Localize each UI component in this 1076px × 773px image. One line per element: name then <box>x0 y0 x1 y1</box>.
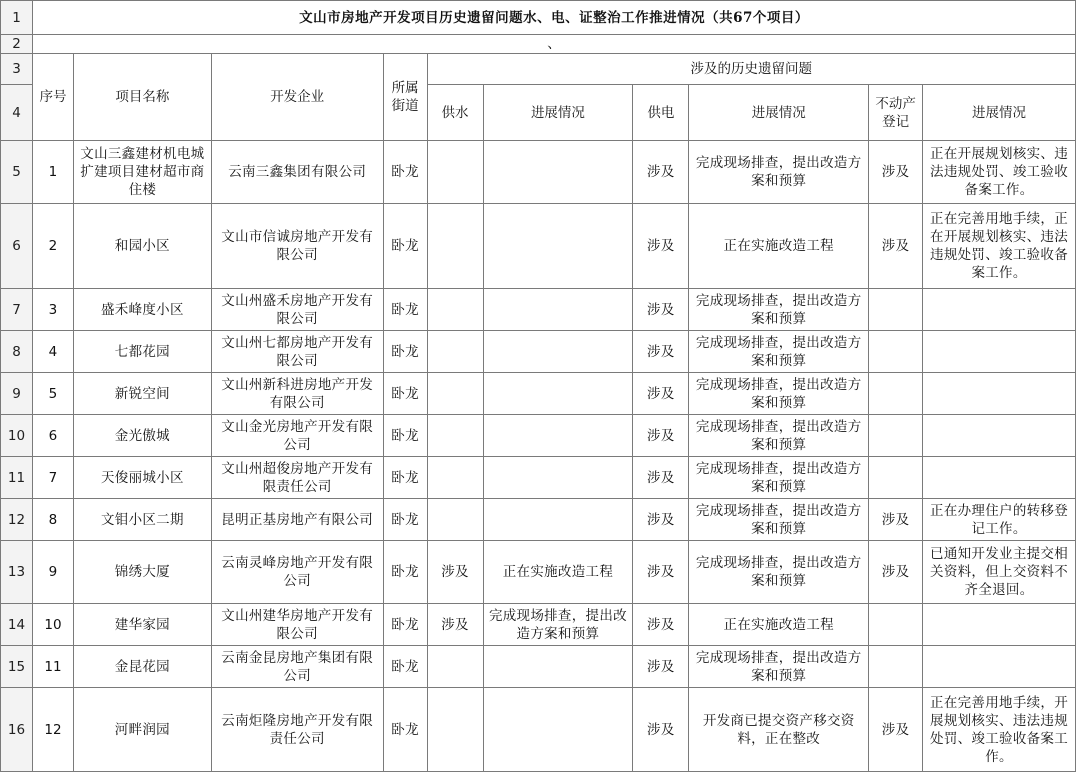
cell-project[interactable]: 文钼小区二期 <box>73 499 211 541</box>
cell-power-progress[interactable]: 完成现场排查，提出改造方案和预算 <box>689 541 869 604</box>
cell-power-progress[interactable]: 完成现场排查，提出改造方案和预算 <box>689 141 869 204</box>
cell-estate[interactable] <box>869 646 923 688</box>
cell-seq[interactable]: 2 <box>32 204 73 289</box>
header-project[interactable]: 项目名称 <box>73 54 211 141</box>
cell-project[interactable]: 河畔润园 <box>73 688 211 772</box>
cell-water-progress[interactable] <box>483 331 633 373</box>
cell-estate[interactable] <box>869 373 923 415</box>
cell-seq[interactable]: 11 <box>32 646 73 688</box>
table-row <box>1 204 1076 289</box>
cell-project[interactable]: 和园小区 <box>73 204 211 289</box>
cell-power[interactable]: 涉及 <box>633 141 689 204</box>
cell-water-progress[interactable] <box>483 646 633 688</box>
sheet-row-3 <box>1 54 1076 85</box>
cell-water-progress[interactable]: 正在实施改造工程 <box>483 541 633 604</box>
cell-developer[interactable]: 文山州七都房地产开发有限公司 <box>211 331 383 373</box>
cell-estate[interactable]: 涉及 <box>869 688 923 772</box>
cell-power[interactable]: 涉及 <box>633 646 689 688</box>
table-row <box>1 604 1076 646</box>
cell-estate-progress[interactable] <box>923 604 1076 646</box>
cell-power-progress[interactable]: 完成现场排查，提出改造方案和预算 <box>689 646 869 688</box>
cell-developer[interactable]: 云南金昆房地产集团有限公司 <box>211 646 383 688</box>
cell-estate[interactable] <box>869 457 923 499</box>
cell-power[interactable]: 涉及 <box>633 415 689 457</box>
cell-seq[interactable]: 5 <box>32 373 73 415</box>
cell-water[interactable] <box>427 499 483 541</box>
cell-seq[interactable]: 3 <box>32 289 73 331</box>
cell-project[interactable]: 新锐空间 <box>73 373 211 415</box>
cell-seq[interactable]: 8 <box>32 499 73 541</box>
row-header[interactable]: 4 <box>1 85 33 141</box>
cell-estate-progress[interactable] <box>923 331 1076 373</box>
row-header[interactable]: 15 <box>1 646 33 688</box>
cell-developer[interactable]: 文山州建华房地产开发有限公司 <box>211 604 383 646</box>
cell-power[interactable]: 涉及 <box>633 541 689 604</box>
cell-water-progress[interactable] <box>483 204 633 289</box>
cell-water[interactable] <box>427 646 483 688</box>
cell-street[interactable]: 卧龙 <box>383 541 427 604</box>
row-header[interactable]: 6 <box>1 204 33 289</box>
header-developer[interactable]: 开发企业 <box>211 54 383 141</box>
cell-estate-progress[interactable]: 正在完善用地手续，正在开展规划核实、违法违规处罚、竣工验收备案工作。 <box>923 204 1076 289</box>
cell-water-progress[interactable] <box>483 415 633 457</box>
sheet-row-1 <box>1 1 1076 35</box>
cell-street[interactable]: 卧龙 <box>383 289 427 331</box>
cell-power-progress[interactable]: 完成现场排查，提出改造方案和预算 <box>689 331 869 373</box>
cell-water[interactable] <box>427 204 483 289</box>
cell-street[interactable]: 卧龙 <box>383 646 427 688</box>
cell-power-progress[interactable]: 开发商已提交资产移交资料，正在整改 <box>689 688 869 772</box>
row-header[interactable]: 11 <box>1 457 33 499</box>
cell-seq[interactable]: 12 <box>32 688 73 772</box>
cell-developer[interactable]: 文山市信诚房地产开发有限公司 <box>211 204 383 289</box>
cell-water[interactable] <box>427 688 483 772</box>
cell-estate[interactable]: 涉及 <box>869 204 923 289</box>
cell-water[interactable] <box>427 141 483 204</box>
cell-power-progress[interactable]: 完成现场排查，提出改造方案和预算 <box>689 415 869 457</box>
cell-estate-progress[interactable]: 已通知开发业主提交相关资料，但上交资料不齐全退回。 <box>923 541 1076 604</box>
cell-developer[interactable]: 云南三鑫集团有限公司 <box>211 141 383 204</box>
row-header[interactable]: 13 <box>1 541 33 604</box>
cell-power[interactable]: 涉及 <box>633 499 689 541</box>
row-header[interactable]: 5 <box>1 141 33 204</box>
cell-power-progress[interactable]: 完成现场排查，提出改造方案和预算 <box>689 289 869 331</box>
header-seq[interactable]: 序号 <box>32 54 73 141</box>
row-header[interactable]: 16 <box>1 688 33 772</box>
cell-water[interactable]: 涉及 <box>427 541 483 604</box>
table-row <box>1 499 1076 541</box>
cell-seq[interactable]: 6 <box>32 415 73 457</box>
header-power[interactable]: 供电 <box>633 85 689 141</box>
row-header[interactable]: 8 <box>1 331 33 373</box>
cell-project[interactable]: 建华家园 <box>73 604 211 646</box>
cell-estate[interactable]: 涉及 <box>869 141 923 204</box>
cell-seq[interactable]: 1 <box>32 141 73 204</box>
table-row <box>1 373 1076 415</box>
table-row <box>1 688 1076 772</box>
cell-estate[interactable]: 涉及 <box>869 541 923 604</box>
cell-water-progress[interactable] <box>483 499 633 541</box>
cell-power-progress[interactable]: 完成现场排查，提出改造方案和预算 <box>689 499 869 541</box>
cell-street[interactable]: 卧龙 <box>383 688 427 772</box>
cell-water-progress[interactable]: 完成现场排查，提出改造方案和预算 <box>483 604 633 646</box>
cell-power[interactable]: 涉及 <box>633 604 689 646</box>
cell-estate[interactable] <box>869 331 923 373</box>
table-row <box>1 289 1076 331</box>
cell-street[interactable]: 卧龙 <box>383 204 427 289</box>
header-power-progress[interactable]: 进展情况 <box>689 85 869 141</box>
cell-water[interactable] <box>427 373 483 415</box>
row-header[interactable]: 2 <box>1 35 33 54</box>
cell-estate-progress[interactable] <box>923 457 1076 499</box>
cell-street[interactable]: 卧龙 <box>383 499 427 541</box>
cell-street[interactable]: 卧龙 <box>383 373 427 415</box>
sheet-title[interactable]: 文山市房地产开发项目历史遗留问题水、电、证整治工作推进情况（共67个项目） <box>32 1 1075 35</box>
cell-power[interactable]: 涉及 <box>633 688 689 772</box>
cell-street[interactable]: 卧龙 <box>383 141 427 204</box>
cell-project[interactable]: 七都花园 <box>73 331 211 373</box>
cell-water[interactable] <box>427 331 483 373</box>
header-estate[interactable]: 不动产登记 <box>869 85 923 141</box>
cell-estate[interactable] <box>869 289 923 331</box>
header-group[interactable]: 涉及的历史遗留问题 <box>427 54 1075 85</box>
row-header[interactable]: 10 <box>1 415 33 457</box>
row2-mark-cell[interactable]: 、 <box>32 35 1075 54</box>
cell-project[interactable]: 天俊丽城小区 <box>73 457 211 499</box>
cell-power[interactable]: 涉及 <box>633 331 689 373</box>
cell-power-progress[interactable]: 完成现场排查，提出改造方案和预算 <box>689 457 869 499</box>
cell-power-progress[interactable]: 正在实施改造工程 <box>689 204 869 289</box>
cell-estate-progress[interactable]: 正在办理住户的转移登记工作。 <box>923 499 1076 541</box>
cell-power[interactable]: 涉及 <box>633 204 689 289</box>
table-row <box>1 415 1076 457</box>
cell-street[interactable]: 卧龙 <box>383 415 427 457</box>
cell-estate-progress[interactable]: 正在完善用地手续，开展规划核实、违法违规处罚、竣工验收备案工作。 <box>923 688 1076 772</box>
sheet-row-2 <box>1 35 1076 54</box>
cell-project[interactable]: 金光傲城 <box>73 415 211 457</box>
cell-power[interactable]: 涉及 <box>633 373 689 415</box>
cell-developer[interactable]: 文山州超俊房地产开发有限责任公司 <box>211 457 383 499</box>
row-header[interactable]: 3 <box>1 54 33 85</box>
cell-estate-progress[interactable] <box>923 289 1076 331</box>
cell-project[interactable]: 盛禾峰度小区 <box>73 289 211 331</box>
table-row <box>1 331 1076 373</box>
cell-power-progress[interactable]: 完成现场排查，提出改造方案和预算 <box>689 373 869 415</box>
cell-estate-progress[interactable] <box>923 415 1076 457</box>
cell-developer[interactable]: 文山金光房地产开发有限公司 <box>211 415 383 457</box>
cell-seq[interactable]: 9 <box>32 541 73 604</box>
cell-water[interactable]: 涉及 <box>427 604 483 646</box>
cell-power-progress[interactable]: 正在实施改造工程 <box>689 604 869 646</box>
cell-developer[interactable]: 昆明正基房地产有限公司 <box>211 499 383 541</box>
cell-water-progress[interactable] <box>483 289 633 331</box>
cell-street[interactable]: 卧龙 <box>383 604 427 646</box>
cell-seq[interactable]: 10 <box>32 604 73 646</box>
cell-estate-progress[interactable] <box>923 646 1076 688</box>
cell-estate[interactable]: 涉及 <box>869 499 923 541</box>
cell-developer[interactable]: 文山州新科进房地产开发有限公司 <box>211 373 383 415</box>
cell-street[interactable]: 卧龙 <box>383 331 427 373</box>
table-row <box>1 646 1076 688</box>
cell-power[interactable]: 涉及 <box>633 289 689 331</box>
table-row <box>1 457 1076 499</box>
cell-project[interactable]: 金昆花园 <box>73 646 211 688</box>
header-water[interactable]: 供水 <box>427 85 483 141</box>
header-water-progress[interactable]: 进展情况 <box>483 85 633 141</box>
row-header[interactable]: 12 <box>1 499 33 541</box>
cell-water-progress[interactable] <box>483 688 633 772</box>
row-header[interactable]: 1 <box>1 1 33 35</box>
cell-power[interactable]: 涉及 <box>633 457 689 499</box>
table-row <box>1 141 1076 204</box>
cell-developer[interactable]: 云南灵峰房地产开发有限公司 <box>211 541 383 604</box>
row-header[interactable]: 9 <box>1 373 33 415</box>
cell-project[interactable]: 锦绣大厦 <box>73 541 211 604</box>
cell-water-progress[interactable] <box>483 141 633 204</box>
cell-estate-progress[interactable]: 正在开展规划核实、违法违规处罚、竣工验收备案工作。 <box>923 141 1076 204</box>
header-street[interactable]: 所属街道 <box>383 54 427 141</box>
cell-estate[interactable] <box>869 415 923 457</box>
cell-seq[interactable]: 4 <box>32 331 73 373</box>
cell-water-progress[interactable] <box>483 373 633 415</box>
cell-water[interactable] <box>427 457 483 499</box>
cell-project[interactable]: 文山三鑫建材机电城扩建项目建材超市商住楼 <box>73 141 211 204</box>
cell-street[interactable]: 卧龙 <box>383 457 427 499</box>
header-estate-progress[interactable]: 进展情况 <box>923 85 1076 141</box>
table-row <box>1 541 1076 604</box>
cell-water[interactable] <box>427 289 483 331</box>
cell-estate[interactable] <box>869 604 923 646</box>
cell-water-progress[interactable] <box>483 457 633 499</box>
cell-developer[interactable]: 云南炬隆房地产开发有限责任公司 <box>211 688 383 772</box>
row-header[interactable]: 14 <box>1 604 33 646</box>
row-header[interactable]: 7 <box>1 289 33 331</box>
cell-developer[interactable]: 文山州盛禾房地产开发有限公司 <box>211 289 383 331</box>
cell-water[interactable] <box>427 415 483 457</box>
cell-estate-progress[interactable] <box>923 373 1076 415</box>
cell-seq[interactable]: 7 <box>32 457 73 499</box>
